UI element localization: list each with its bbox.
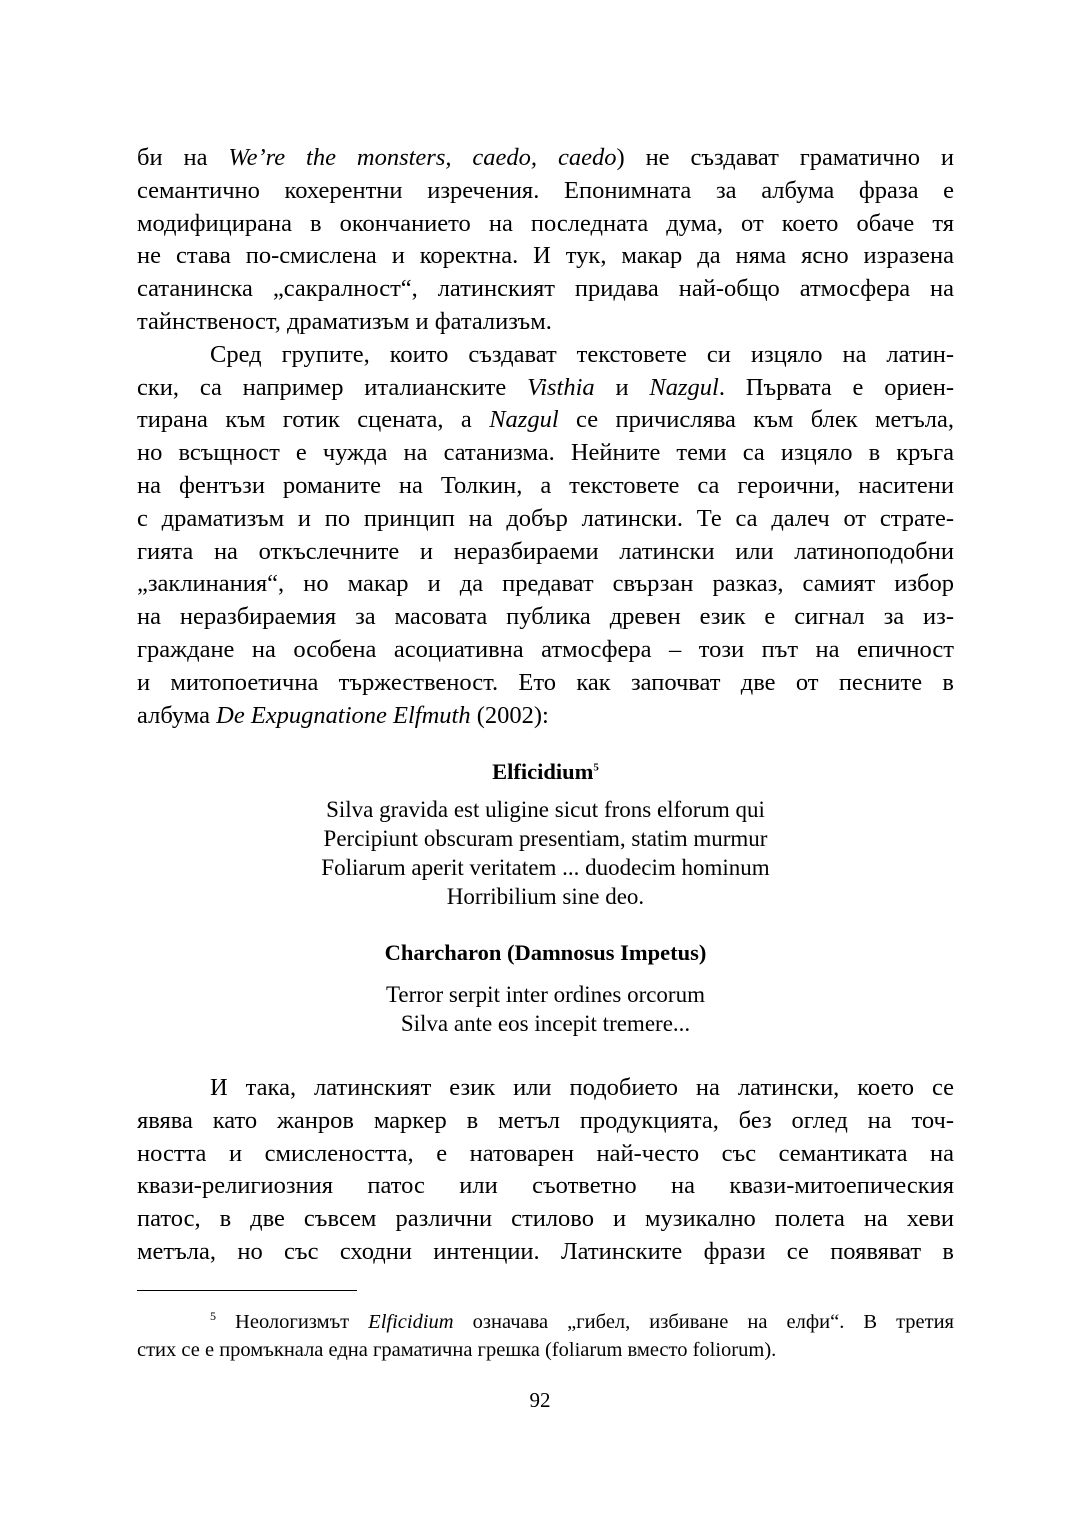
text-line: граждане на особена асоциативна атмосфера – този път на епичност bbox=[137, 635, 954, 663]
footnote-reference[interactable]: 5 bbox=[593, 761, 599, 774]
text-line: но всъщност е чужда на сатанизма. Нейните теми са изцяло в кръга bbox=[137, 439, 954, 467]
text-line: семантично кохерентни изречения. Епонимната за албума фраза е bbox=[137, 176, 954, 204]
band-name: Nazgul bbox=[489, 406, 559, 434]
page-number: 92 bbox=[529, 1388, 551, 1412]
text-line: и митопоетична тържественост. Ето как започват две от песните в bbox=[137, 668, 954, 696]
text-line: квази-религиозния патос или съответно на квази-митоепическия bbox=[137, 1172, 954, 1200]
poem-body bbox=[137, 795, 954, 911]
text-line: модифицирана в окончанието на последната дума, от което обаче тя bbox=[137, 209, 954, 237]
paragraph-1 bbox=[137, 142, 954, 732]
text-line: би на We’re the monsters, caedo, caedo) не създават граматично и bbox=[137, 144, 955, 171]
poem-line: Terror serpit inter ordines orcorum bbox=[385, 982, 705, 1007]
text-line: ността и смислеността, е натоварен най-често със семантиката на bbox=[137, 1139, 954, 1167]
footnote-mark: 5 bbox=[210, 1309, 216, 1324]
poem-line: Percipiunt obscuram presentiam, statim murmur bbox=[323, 826, 768, 851]
poem-title: Elficidium$^5$ bbox=[492, 759, 599, 784]
text-line: не става по-смислена и коректна. И тук, макар да няма ясно изразена bbox=[137, 242, 954, 270]
band-name: Visthia bbox=[527, 373, 595, 401]
text-line: тайнственост, драматизъм и фатализъм. bbox=[137, 307, 552, 335]
text-line: гията на откъслечните и неразбираеми латински или латиноподобни bbox=[137, 537, 954, 565]
text-line: „заклинания“, но макар и да предават свързан разказ, самият избор bbox=[137, 570, 954, 598]
poem-body bbox=[137, 980, 954, 1038]
text-line: сатанинска „сакралност“, латинският придава най-общо атмосфера на bbox=[137, 275, 954, 303]
text-line: И така, латинският език или подобието на латински, което се bbox=[210, 1074, 954, 1101]
band-name: Nazgul bbox=[649, 373, 719, 401]
album-title: De Expugnatione Elfmuth bbox=[216, 701, 471, 729]
paragraph-3 bbox=[137, 1072, 954, 1269]
poem-line: Foliarum aperit veritatem ... duodecim hominum bbox=[321, 855, 770, 880]
song-lyric-quote: We’re the monsters, caedo, caedo bbox=[228, 144, 617, 171]
text-line: метъла, но със сходни интенции. Латинските фрази се появяват в bbox=[137, 1237, 954, 1265]
neologism: Elficidium bbox=[368, 1311, 454, 1333]
poem-line: Silva ante eos incepit tremere... bbox=[400, 1011, 691, 1036]
poem-line: Silva gravida est uligine sicut frons elforum qui bbox=[326, 797, 765, 822]
text-line: Сред групите, които създават текстовете си изцяло на латин- bbox=[210, 340, 954, 368]
text-line: тирана към готик сцената, а Nazgul се причислява към блек метъла, bbox=[137, 406, 955, 434]
text-line: явява като жанров маркер в метъл продукцията, без оглед на точ- bbox=[137, 1106, 954, 1134]
text-line: на неразбираемия за масовата публика древен език е сигнал за из- bbox=[137, 603, 954, 631]
text-line: албума De Expugnatione Elfmuth (2002): bbox=[137, 701, 549, 729]
poem-title: Charcharon (Damnosus Impetus) bbox=[384, 940, 707, 965]
footnote-divider bbox=[137, 1290, 357, 1291]
poem-line: Horribilium sine deo. bbox=[446, 884, 645, 909]
text-line: на фентъзи романите на Толкин, а текстовете са героични, наситени bbox=[137, 471, 954, 499]
text-line: с драматизъм и по принцип на добър латински. Те са далеч от страте- bbox=[137, 504, 954, 532]
footnote-line: $^5$ Неологизмът Elficidium означава „гибел, избиване на елфи“. В третия bbox=[210, 1309, 954, 1333]
footnote-line: стих се е промъкнала една граматична грешка (foliarum вместо foliorum). bbox=[137, 1339, 777, 1361]
text-line: ски, са например италианските Visthia и Nazgul. Първата е ориен- bbox=[137, 373, 954, 401]
text-line: патос, в две съвсем различни стилово и музикално полета на хеви bbox=[137, 1205, 954, 1233]
footnote bbox=[137, 1308, 954, 1364]
